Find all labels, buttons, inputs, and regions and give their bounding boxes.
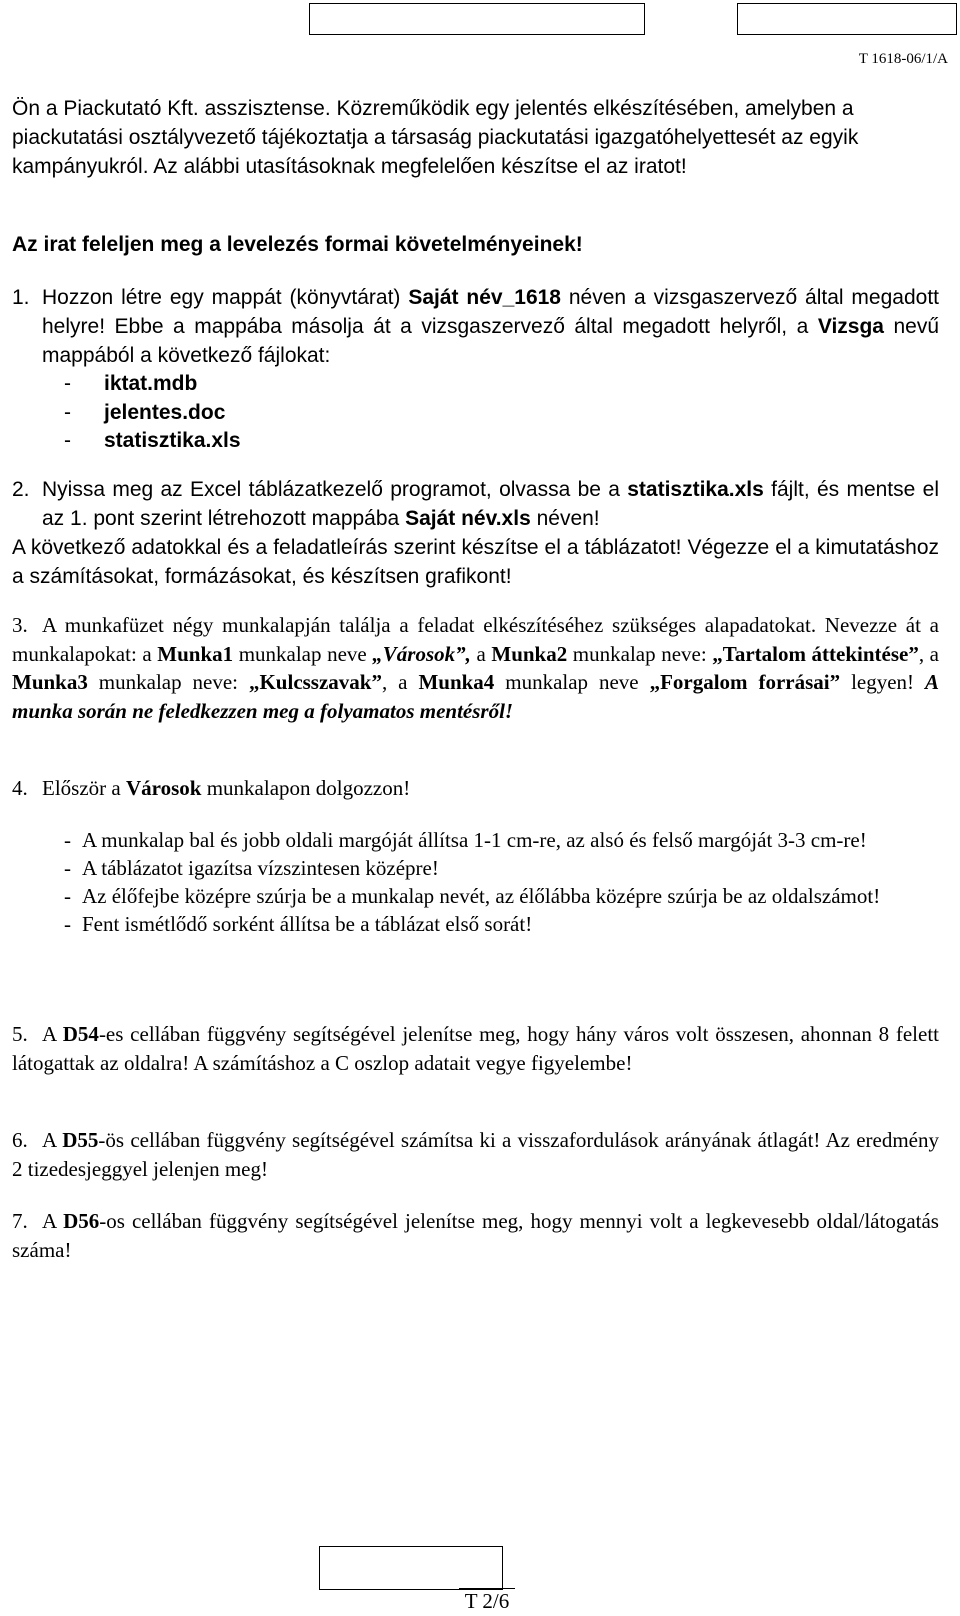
doc-code: T 1618-06/1/A <box>858 51 948 67</box>
task-7 <box>12 1207 939 1265</box>
list-item: - Fent ismétlődő sorként állítsa be a táblázat első sorát! <box>64 912 533 936</box>
task-7-text: A D56-os cellában függvény segítségével jelenítse meg, hogy mennyi volt a legkevesebb oldal/látogatás száma! <box>12 1209 939 1262</box>
list-item: - iktat.mdb <box>64 372 198 395</box>
task-1-text: Hozzon létre egy mappát (könyvtárat) Saját név_1618 néven a vizsgaszervező által megadott helyre! Ebbe a mappába másolja át a vizsgaszervező által megadott helyről, a Vizsga nevű mappából a következő fájlokat: <box>42 286 939 367</box>
page-number-text: T 2/6 <box>459 1588 516 1614</box>
task-2-text: Nyissa meg az Excel táblázatkezelő programot, olvassa be a statisztika.xls fájlt, és mentse el az 1. pont szerint létrehozott mappába Saját név.xls néven! <box>42 478 939 530</box>
task-4 <box>12 774 939 803</box>
header-blank-box-right <box>737 3 957 35</box>
list-item: - jelentes.doc <box>64 400 226 424</box>
task-6-text: A D55-ös cellában függvény segítségével számítsa ki a visszafordulások arányának átlagát! Az eredmény 2 tizedesjeggyel jelenjen meg! <box>12 1128 939 1181</box>
file-list <box>64 370 939 456</box>
task-number: 7. <box>12 1209 28 1233</box>
task-number: 2. <box>12 478 30 501</box>
intro-paragraph <box>12 94 939 181</box>
list-item: - A táblázatot igazítsa vízszintesen középre! <box>64 856 439 880</box>
footer-blank-box <box>319 1546 503 1590</box>
task-3 <box>12 611 939 725</box>
list-item: - A munkalap bal és jobb oldali margóját állítsa 1-1 cm-re, az alsó és felső margóját 3-3 cm-re! <box>64 828 867 852</box>
task-6 <box>12 1126 939 1184</box>
task-5 <box>12 1020 939 1078</box>
task-number: 5. <box>12 1022 28 1046</box>
task-3-text: A munkafüzet négy munkalapján találja a feladat elkészítéséhez szükséges alapadatokat. Nevezze át a munkalapokat: a Munka1 munkalap neve „Városok”, a Munka2 munkalap neve: „Tartalom áttekintése”, a Munka3 munkalap neve: „Kulcsszavak”, a Munka4 munkalap neve „Forgalom forrásai” legyen! A munka során ne feledkezzen meg a folyamatos mentésről! <box>12 613 940 723</box>
task-4-text: Először a Városok munkalapon dolgozzon! <box>42 776 411 800</box>
intro-line: Ön a Piackutató Kft. asszisztense. Közreműködik egy jelentés elkészítésében, amelyben a <box>12 97 854 120</box>
task-2 <box>12 475 939 533</box>
task-number: 4. <box>12 776 28 800</box>
task-4-bullets <box>12 826 939 938</box>
header-blank-box-left <box>309 3 645 35</box>
task-number: 3. <box>12 613 28 637</box>
page-number <box>0 1588 960 1614</box>
intro-line: kampányukról. Az alábbi utasításoknak megfelelően készítse el az iratot! <box>12 155 687 178</box>
list-item: - Az élőfejbe középre szúrja be a munkalap nevét, az élőlábba középre szúrja be az oldalszámot! <box>64 884 881 908</box>
task-number: 6. <box>12 1128 28 1152</box>
list-item: - statisztika.xls <box>64 429 241 452</box>
intro-line: piackutatási osztályvezető tájékoztatja a társaság piackutatási igazgatóhelyettesét az egyik <box>12 126 859 149</box>
task-number: 1. <box>12 286 30 309</box>
task-5-text: A D54-es cellában függvény segítségével jelenítse meg, hogy hány város volt összesen, ahonnan 8 felett látogattak az oldalra! A számításhoz a C oszlop adatait vegye figyelembe! <box>12 1022 939 1075</box>
section-heading: Az irat feleljen meg a levelezés formai követelményeinek! <box>12 233 583 256</box>
task-2-detail: A következő adatokkal és a feladatleírás szerint készítse el a táblázatot! Végezze el a kimutatáshoz a számításokat, formázásokat, és készítsen grafikont! <box>12 536 939 588</box>
task-1 <box>12 283 939 456</box>
